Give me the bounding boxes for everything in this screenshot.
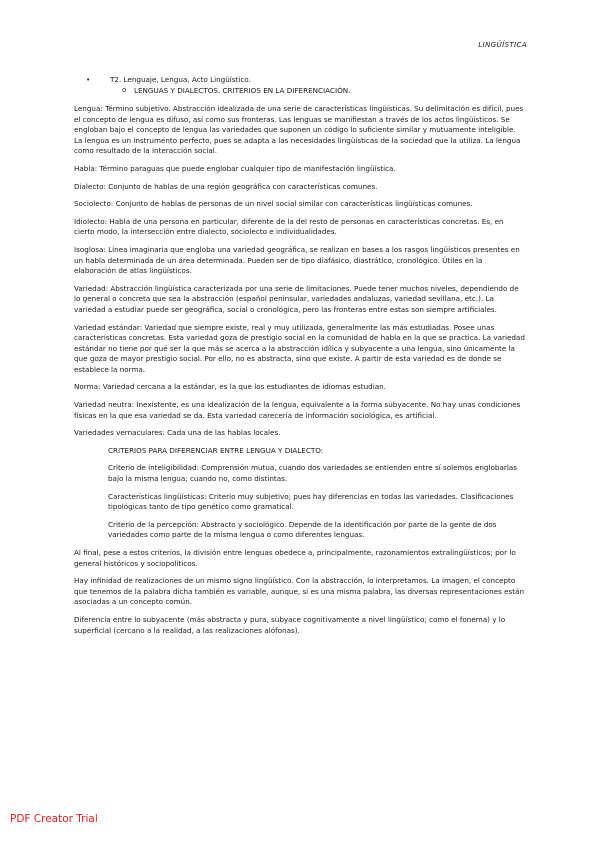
paragraph-closing: Diferencia entre lo subyacente (más abstracta y pura, subyace cognitivamente a nivel lingüístico; como el fonema) y lo superficial (cercano a la realidad, a las realizaciones alófonas).	[74, 614, 506, 635]
paragraph-lengua: Lengua: Término subjetivo. Abstracción idealizada de una serie de características lingüísticas. Su delimitación es difícil, pues el concepto de lengua es difuso, así como sus fronteras. Las lenguas se manifiestan a través de los actos lingüísticos. Se engloban bajo el concepto de lengua las variedades que suponen un código lo suficiente similar y mutuamente inteligible. La lengua es un instrumento perfecto, pues se adapta a las necesidades lingüísticas de la sociedad que la utiliza. La lengua como resultado de la interacción social.	[74, 104, 524, 156]
paragraph-closing: Al final, pese a estos criterios, la división entre lenguas obedece a, principalmente, razonamientos extralingüísticos; por lo general históricos y sociopolíticos.	[74, 548, 516, 568]
paragraph-closing: Hay infinidad de realizaciones de un mismo signo lingüístico. Con la abstracción, lo interpretamos. La imagen, el concepto que tenemos de la palabra dicha también es variable, aunque, si es una misma palabra, las diversas representaciones están asociadas a un concepto común.	[74, 576, 525, 607]
criteria-heading: CRITERIOS PARA DIFERENCIAR ENTRE LENGUA Y DIALECTO:	[108, 445, 324, 455]
paragraph-idiolecto: Idiolecto: Habla de una persona en particular, diferente de la del resto de personas en características concretas. Es, en cierto modo, la intersección entre dialecto, sociolecto e individualidades.	[74, 216, 504, 237]
paragraph-variedad: Variedad: Abstracción lingüística caracterizada por una serie de limitaciones. Puede tener muchos niveles, dependiendo de lo general o concreta que sea la abstracción (español peninsular, variedades andaluzas, variedad sevillana, etc.). La variedad a estudiar puede ser geográfica, social o cronológica, pero las fronteras entre estas son siempre artificiales.	[74, 283, 519, 314]
paragraph-variedades-vernaculares: Variedades vernaculares: Cada una de las hablas locales.	[74, 428, 281, 438]
paragraph-isoglosa: Isoglosa: Línea imaginaria que engloba una variedad geográfica, se realizan en bases a los rasgos lingüísticos presentes en un habla determinada de un área determinada. Pueden ser de tipo diafásico, diastrático, cronológico. Útiles en la elaboración de atlas lingüísticos.	[74, 244, 520, 276]
bullet-subtopic: o LENGUAS Y DIALECTOS. CRITERIOS EN LA DIFERENCIACIÓN.	[94, 85, 350, 96]
criteria-item: Criterio de la percepción: Abstracto y sociológico. Depende de la identificación por parte de la gente de dos variedades como parte de la misma lengua o como diferentes lenguas.	[108, 519, 497, 540]
paragraph-dialecto: Dialecto: Conjunto de hablas de una región geográfica con características comunes.	[74, 181, 378, 191]
criteria-item: Características lingüísticas: Criterio muy subjetivo; pues hay diferencias en todas las variedades. Clasificaciones tipológicas tanto de tipo genético como gramatical.	[108, 491, 514, 512]
document-body	[74, 104, 526, 643]
bullet-topic: • T2. Lenguaje, Lengua, Acto Lingüístico.	[94, 74, 350, 85]
paragraph-norma: Norma: Variedad cercana a la estándar, es la que los estudiantes de idiomas estudian.	[74, 382, 386, 392]
paragraph-variedad-estandar: Variedad estándar: Variedad que siempre existe, real y muy utilizada, generalmente las más estudiadas. Posee unas características concretas. Esta variedad goza de prestigio social en la comunidad de habla en la que se practica. La variedad estándar no tiene por qué ser la que más se acerca a la abstracción idílica y subyacente a una lengua, sino únicamente la que goza de mayor prestigio social. Por ello, no es abstracta, sino que existe. A partir de esta variedad es de donde se establece la norma.	[74, 322, 525, 374]
topic-bullets	[94, 74, 350, 96]
paragraph-sociolecto: Sociolecto: Conjunto de hablas de personas de un nivel social similar con características lingüísticas comunes.	[74, 199, 473, 209]
criteria-item: Criterio de inteligibilidad: Comprensión mutua, cuando dos variedades se entienden entre sí solemos englobarlas bajo la misma lengua; cuando no, como distintas.	[108, 463, 517, 484]
paragraph-habla: Habla: Término paraguas que puede englobar cualquier tipo de manifestación lingüística.	[74, 163, 396, 173]
page-header-subject: LINGÜÍSTICA	[478, 40, 527, 49]
watermark-text: PDF Creator Trial	[10, 813, 98, 825]
paragraph-variedad-neutra: Variedad neutra: Inexistente, es una idealización de la lengua, equivalente a la forma subyacente. No hay unas condiciones físicas en la que esa variedad se da. Esta variedad carecería de información sociológica, es artificial.	[74, 400, 521, 420]
